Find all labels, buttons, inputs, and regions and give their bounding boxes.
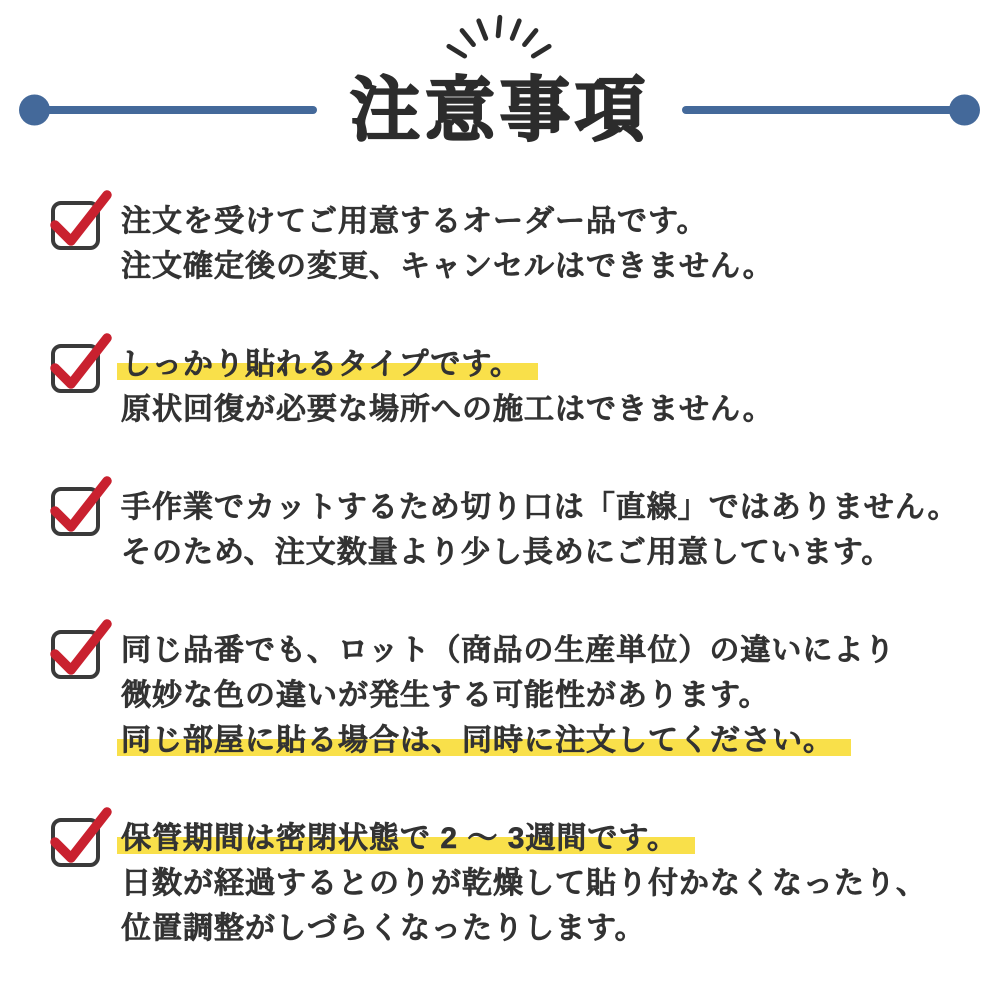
plain-text: 手作業でカットするため切り口は「直線」ではありません。	[121, 491, 959, 524]
plain-text: 注文確定後の変更、キャンセルはできません。	[121, 250, 774, 283]
item-text	[121, 628, 961, 763]
header	[0, 0, 1000, 170]
text-line	[121, 530, 961, 575]
highlighted-text: 同じ部屋に貼る場合は、同時に注文してください。	[117, 724, 851, 757]
checkbox-checked-icon	[51, 630, 100, 679]
item-text	[121, 816, 961, 951]
text-line	[121, 342, 961, 387]
plain-text: 微妙な色の違いが発生する可能性があります。	[121, 679, 770, 712]
checkbox-checked-icon	[51, 487, 100, 536]
plain-text: 位置調整がしづらくなったりします。	[121, 912, 646, 945]
highlighted-text: しっかり貼れるタイプです。	[117, 348, 538, 381]
checklist-item	[51, 342, 961, 432]
item-text	[121, 342, 961, 432]
checklist-item	[51, 628, 961, 763]
highlighted-text: 保管期間は密閉状態で 2 〜 3週間です。	[117, 822, 695, 855]
checklist-item	[51, 485, 961, 575]
plain-text: 原状回復が必要な場所への施工はできません。	[121, 393, 774, 426]
text-line	[121, 673, 961, 718]
sparkle-burst-icon	[433, 12, 565, 64]
page-title: 注意事項	[350, 71, 650, 149]
text-line	[121, 244, 961, 289]
plain-text: そのため、注文数量より少し長めにご用意しています。	[121, 536, 893, 569]
checklist-item	[51, 199, 961, 289]
plain-text: 日数が経過するとのりが乾燥して貼り付かなくなったり、	[121, 867, 927, 900]
checklist-item	[51, 816, 961, 951]
item-text	[121, 199, 961, 289]
text-line	[121, 718, 961, 763]
item-text	[121, 485, 961, 575]
right-accent-dot-icon	[949, 95, 980, 126]
checkbox-checked-icon	[51, 344, 100, 393]
text-line	[121, 816, 961, 861]
text-line	[121, 387, 961, 432]
right-accent-line	[682, 106, 967, 114]
text-line	[121, 861, 961, 906]
text-line	[121, 485, 961, 530]
checklist	[51, 199, 961, 1004]
plain-text: 同じ品番でも、ロット（商品の生産単位）の違いにより	[121, 634, 896, 667]
checkbox-checked-icon	[51, 818, 100, 867]
text-line	[121, 199, 961, 244]
text-line	[121, 906, 961, 951]
plain-text: 注文を受けてご用意するオーダー品です。	[121, 205, 708, 238]
text-line	[121, 628, 961, 673]
checkbox-checked-icon	[51, 201, 100, 250]
